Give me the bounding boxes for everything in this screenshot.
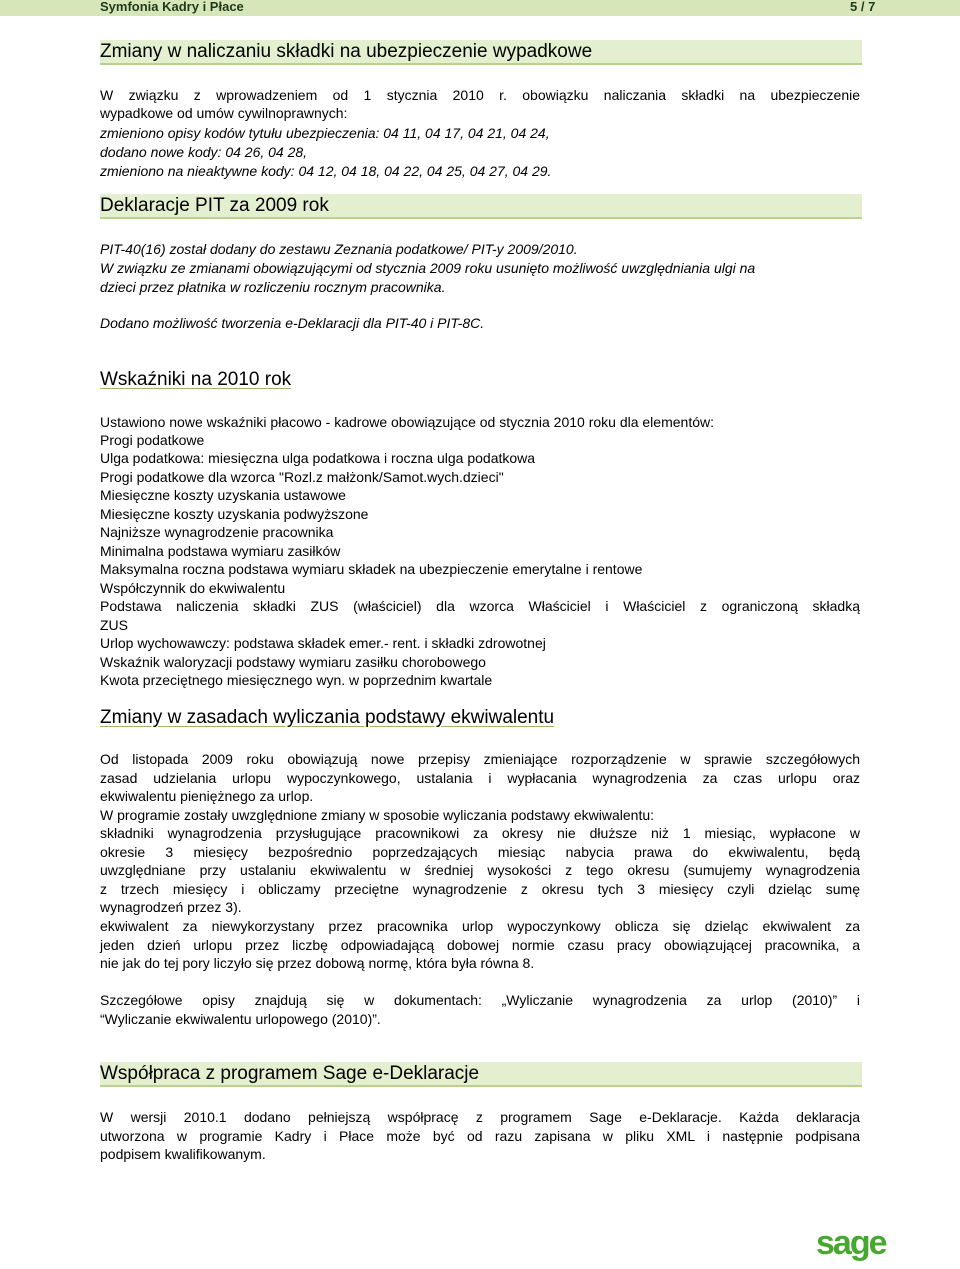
paragraph: W wersji 2010.1 dodano pełniejszą współpracę z programem Sage e-Deklaracje. Każda deklaracja utworzona w programie Kadry i Płace może być od razu zapisana w pliku XML i następnie podpisana (100, 1109, 860, 1144)
text-line: dzieci przez płatnika w rozliczeniu rocznym pracownika. (100, 279, 446, 295)
paragraph: Od listopada 2009 roku obowiązują nowe przepisy zmieniające rozporządzenie w sprawie szczegółowych zasad udzielania urlopu wypoczynkowego, ustalania i wypłacania wynagrodzenia za czas urlopu oraz (100, 751, 860, 786)
sage-logo-text: sage (816, 1226, 886, 1262)
list-item: Minimalna podstawa wymiaru zasiłków (100, 543, 341, 559)
text-line: Ustawiono nowe wskaźniki płacowo - kadrowe obowiązujące od stycznia 2010 roku dla elementów: (100, 414, 714, 430)
section-title-equivalent: Zmiany w zasadach wyliczania podstawy ekwiwalentu (100, 707, 555, 728)
list-item: dodano nowe kody: 04 26, 04 28, (100, 144, 308, 160)
text-line: W związku ze zmianami obowiązującymi od stycznia 2009 roku usunięto możliwość uwzględniania ulgi na (100, 260, 756, 276)
paragraph: składniki wynagrodzenia przysługujące pracownikowi za okresy nie dłuższe niż 1 miesiąc, wypłacone w okresie 3 miesięcy bezpośrednio poprzedzających miesiąc nabycia prawa do ekwiwalentu, będą uwzględniane przy ustalaniu ekwiwalentu w średniej wysokości z tego okresu (sumujemy wynagrodzenia z trzech miesięcy i obliczamy przeciętne wynagrodzenie z okresu tych 3 miesięcy czyli dzieląc sumę (100, 825, 860, 897)
list-item: Miesięczne koszty uzyskania ustawowe (100, 487, 346, 503)
text-line: ekwiwalentu pieniężnego za urlop. (100, 788, 314, 804)
section-title-pit: Deklaracje PIT za 2009 rok (100, 194, 862, 219)
sage-logo (816, 1226, 892, 1262)
text-line: W programie zostały uwzględnione zmiany w sposobie wyliczania podstawy ekwiwalentu: (100, 807, 655, 823)
page-number: 5 / 7 (850, 0, 876, 14)
list-item: Współczynnik do ekwiwalentu (100, 580, 286, 596)
paragraph: ekwiwalent za niewykorzystany przez pracownika urlop wypoczynkowy oblicza się dzieląc ekwiwalent za jeden dzień urlopu przez liczbę odpowiadającą dobowej normie czasu pracy obowiązującej pracownika, a (100, 918, 860, 953)
text-line: podpisem kwalifikowanym. (100, 1146, 266, 1162)
text-line: PIT-40(16) został dodany do zestawu Zeznania podatkowe/ PIT-y 2009/2010. (100, 241, 578, 257)
list-item: Progi podatkowe (100, 432, 205, 448)
list-item: Ulga podatkowa: miesięczna ulga podatkowa i roczna ulga podatkowa (100, 450, 536, 466)
section-title-indicators: Wskaźniki na 2010 rok (100, 369, 292, 390)
text-line: nie jak do tej pory liczyło się przez dobową normę, która była równa 8. (100, 955, 535, 971)
text-line: Dodano możliwość tworzenia e-Deklaracji dla PIT-40 i PIT-8C. (100, 315, 485, 331)
paragraph: W związku z wprowadzeniem od 1 stycznia 2010 r. obowiązku naliczania składki na ubezpieczenie (100, 87, 860, 103)
document-title: Symfonia Kadry i Płace (100, 0, 244, 14)
list-item: Podstawa naliczenia składki ZUS (właściciel) dla wzorca Właściciel i Właściciel z ograniczoną składką (100, 598, 860, 614)
list-item: Urlop wychowawczy: podstawa składek emer.- rent. i składki zdrowotnej (100, 635, 546, 651)
text-line: “Wyliczanie ekwiwalentu urlopowego (2010)”. (100, 1011, 381, 1027)
list-item: Najniższe wynagrodzenie pracownika (100, 524, 334, 540)
section-title-sage-edeklaracje: Współpraca z programem Sage e-Deklaracje (100, 1062, 862, 1087)
list-item: Miesięczne koszty uzyskania podwyższone (100, 506, 369, 522)
list-item: Maksymalna roczna podstawa wymiaru składek na ubezpieczenie emerytalne i rentowe (100, 561, 643, 577)
list-item: Progi podatkowe dla wzorca "Rozl.z małżonk/Samot.wych.dzieci" (100, 469, 504, 485)
list-item: zmieniono opisy kodów tytułu ubezpieczenia: 04 11, 04 17, 04 21, 04 24, (100, 125, 550, 141)
text-line: wypadkowe od umów cywilnoprawnych: (100, 105, 348, 121)
list-item: ZUS (100, 617, 128, 633)
paragraph: Szczegółowe opisy znajdują się w dokumentach: „Wyliczanie wynagrodzenia za urlop (2010)” i (100, 992, 860, 1008)
list-item: zmieniono na nieaktywne kody: 04 12, 04 18, 04 22, 04 25, 04 27, 04 29. (100, 163, 552, 179)
list-item: Wskaźnik waloryzacji podstawy wymiaru zasiłku chorobowego (100, 654, 486, 670)
section-title-accident-insurance: Zmiany w naliczaniu składki na ubezpieczenie wypadkowe (100, 40, 862, 65)
list-item: Kwota przeciętnego miesięcznego wyn. w poprzednim kwartale (100, 672, 493, 688)
page-header (0, 0, 960, 16)
text-line: wynagrodzeń przez 3). (100, 899, 242, 915)
